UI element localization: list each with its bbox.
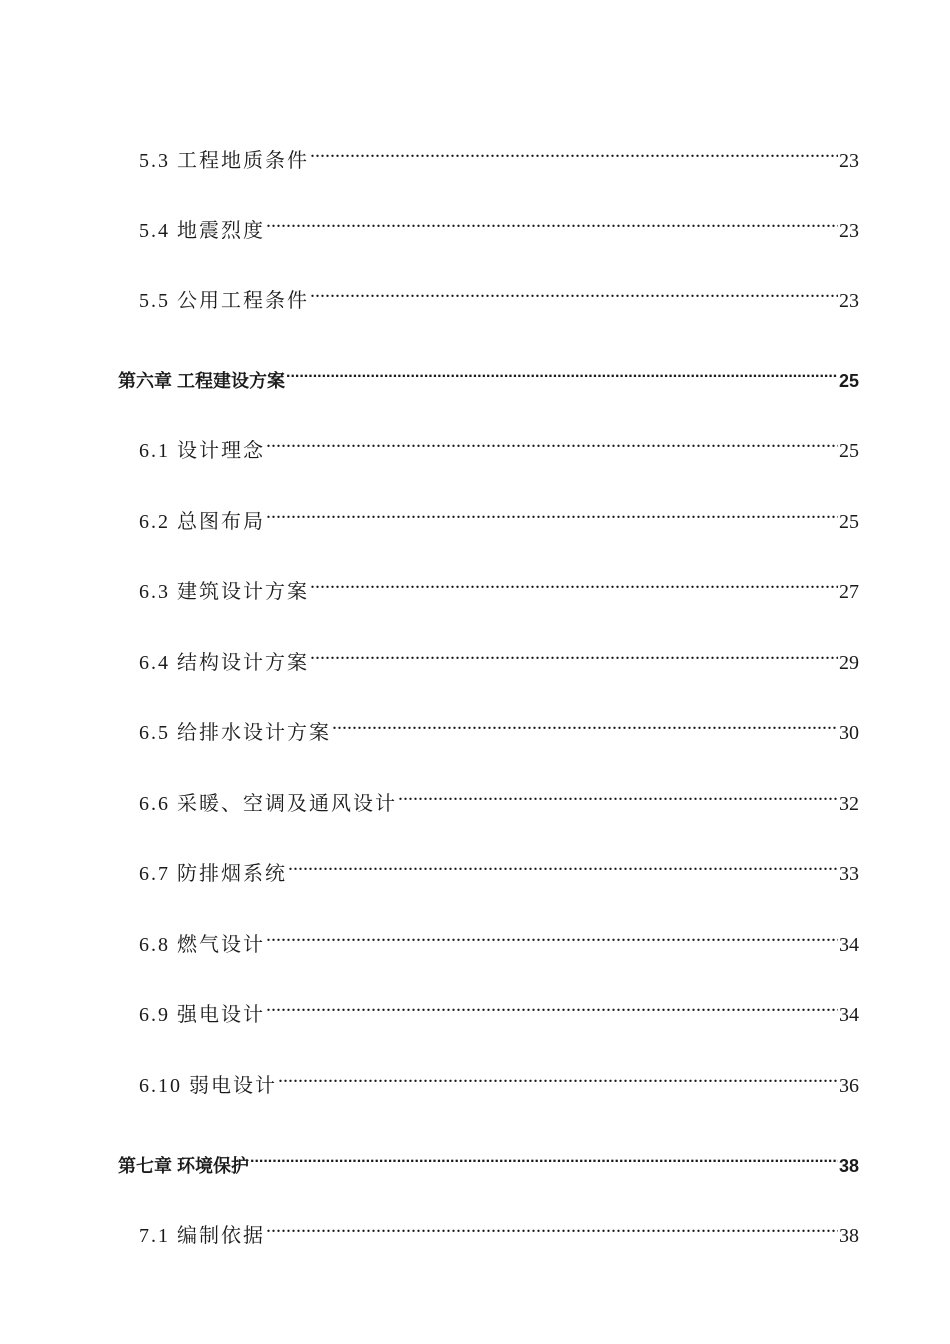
dot-leader bbox=[266, 991, 838, 1021]
toc-entry-title: 6.9 强电设计 bbox=[139, 1004, 265, 1026]
toc-entry-page: 25 bbox=[839, 511, 859, 533]
toc-entry-6-8[interactable] bbox=[139, 921, 859, 956]
toc-entry-title: 6.6 采暖、空调及通风设计 bbox=[139, 793, 397, 815]
toc-chapter-title: 第六章 工程建设方案 bbox=[118, 371, 286, 391]
dot-leader bbox=[266, 1212, 838, 1242]
dot-leader bbox=[250, 1142, 838, 1172]
toc-entry-page: 33 bbox=[839, 863, 859, 885]
toc-entry-7-1[interactable] bbox=[139, 1212, 859, 1247]
toc-entry-title: 6.4 结构设计方案 bbox=[139, 652, 309, 674]
toc-entry-title: 6.3 建筑设计方案 bbox=[139, 581, 309, 603]
toc-entry-page: 36 bbox=[839, 1075, 859, 1097]
toc-entry-page: 23 bbox=[839, 220, 859, 242]
dot-leader bbox=[266, 498, 838, 528]
toc-entry-title: 6.1 设计理念 bbox=[139, 440, 265, 462]
toc-entry-page: 38 bbox=[839, 1225, 859, 1247]
toc-entry-page: 32 bbox=[839, 793, 859, 815]
toc-entry-6-7[interactable] bbox=[139, 850, 859, 885]
toc-entry-6-10[interactable] bbox=[139, 1062, 859, 1097]
toc-chapter-title: 第七章 环境保护 bbox=[118, 1156, 250, 1176]
toc-entry-page: 34 bbox=[839, 934, 859, 956]
toc-entry-title: 5.3 工程地质条件 bbox=[139, 150, 309, 172]
toc-entry-title: 5.5 公用工程条件 bbox=[139, 290, 309, 312]
toc-entry-5-4[interactable] bbox=[139, 207, 859, 242]
dot-leader bbox=[266, 427, 838, 457]
dot-leader bbox=[398, 780, 838, 810]
toc-entry-6-9[interactable] bbox=[139, 991, 859, 1026]
toc-entry-title: 6.2 总图布局 bbox=[139, 511, 265, 533]
toc-entry-title: 5.4 地震烈度 bbox=[139, 220, 265, 242]
dot-leader bbox=[310, 639, 838, 669]
dot-leader bbox=[310, 277, 838, 307]
toc-entry-page: 25 bbox=[838, 371, 859, 391]
toc-entry-6-1[interactable] bbox=[139, 427, 859, 462]
dot-leader bbox=[266, 921, 838, 951]
dot-leader bbox=[332, 709, 838, 739]
toc-entry-6-3[interactable] bbox=[139, 568, 859, 603]
toc-entry-page: 23 bbox=[839, 150, 859, 172]
toc-entry-6-2[interactable] bbox=[139, 498, 859, 533]
toc-entry-page: 34 bbox=[839, 1004, 859, 1026]
toc-entry-5-5[interactable] bbox=[139, 277, 859, 312]
dot-leader bbox=[286, 357, 838, 387]
dot-leader bbox=[310, 137, 838, 167]
toc-entry-page: 38 bbox=[838, 1156, 859, 1176]
toc-entry-chapter-6[interactable] bbox=[118, 357, 859, 391]
toc-entry-page: 23 bbox=[839, 290, 859, 312]
toc-entry-5-3[interactable] bbox=[139, 137, 859, 172]
toc-entry-chapter-7[interactable] bbox=[118, 1142, 859, 1176]
toc-entry-title: 6.7 防排烟系统 bbox=[139, 863, 287, 885]
dot-leader bbox=[288, 850, 838, 880]
dot-leader bbox=[266, 207, 838, 237]
toc-entry-6-4[interactable] bbox=[139, 639, 859, 674]
toc-entry-page: 25 bbox=[839, 440, 859, 462]
toc-entry-6-5[interactable] bbox=[139, 709, 859, 744]
toc-entry-page: 30 bbox=[839, 722, 859, 744]
toc-entry-page: 27 bbox=[839, 581, 859, 603]
toc-entry-title: 6.8 燃气设计 bbox=[139, 934, 265, 956]
toc-entry-title: 7.1 编制依据 bbox=[139, 1225, 265, 1247]
dot-leader bbox=[278, 1062, 838, 1092]
toc-entry-6-6[interactable] bbox=[139, 780, 859, 815]
toc-entry-title: 6.10 弱电设计 bbox=[139, 1075, 277, 1097]
dot-leader bbox=[310, 568, 838, 598]
toc-entry-title: 6.5 给排水设计方案 bbox=[139, 722, 331, 744]
toc-entry-page: 29 bbox=[839, 652, 859, 674]
